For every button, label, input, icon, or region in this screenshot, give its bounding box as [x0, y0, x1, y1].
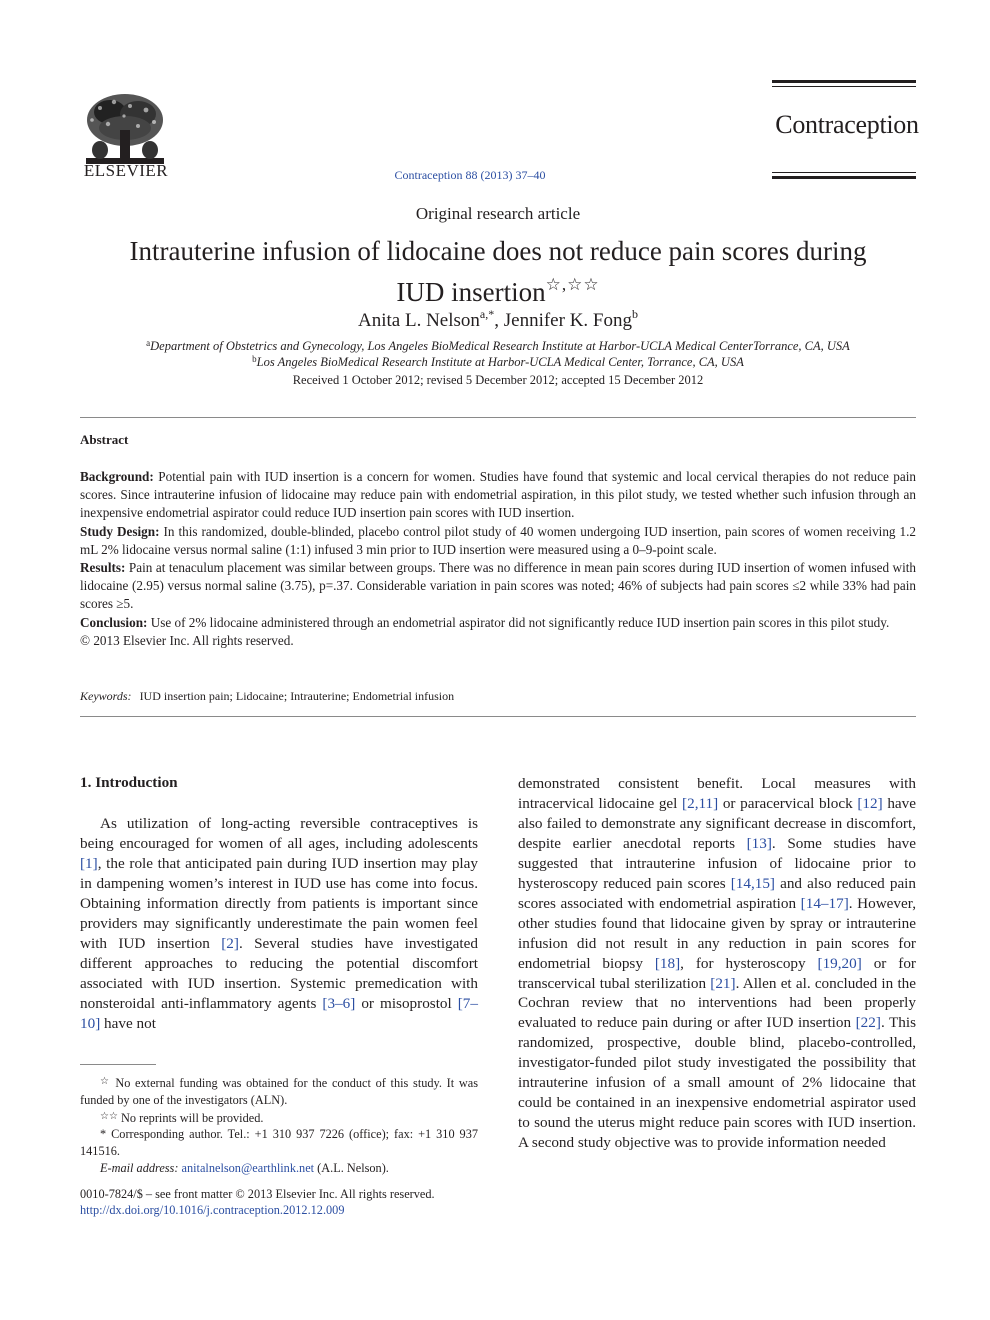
- body-text: . Allen et al. concluded in the Cochran review that no interventions had been properly evaluated to reduce pain during or after IUD insertion: [518, 974, 917, 1032]
- journal-rule-bottom-thick: [772, 176, 916, 179]
- intro-paragraph: [80, 814, 478, 1033]
- abstract-section-text: Pain at tenaculum placement was similar between groups. There was no difference in mean pain scores during IUD insertion of women infused with lidocaine (2.95) versus normal saline (3.75), p=.37. Considerable variation in pain scores was noted; 46% of subjects had pain scores ≤2 while 33% had pain scores ≥5.: [80, 560, 916, 612]
- email-label: E-mail address:: [100, 1160, 179, 1175]
- citation-link[interactable]: [18]: [654, 954, 681, 972]
- author-name[interactable]: Anita L. Nelson: [358, 310, 480, 331]
- email-link[interactable]: anitalnelson@earthlink.net: [181, 1160, 315, 1175]
- abstract-heading: Abstract: [80, 432, 129, 447]
- citation-link[interactable]: [19,20]: [817, 954, 862, 972]
- footnote-corresponding-author: * Corresponding author. Tel.: +1 310 937 7226 (office); fax: +1 310 937 141516.: [80, 1127, 478, 1159]
- abstract-section-label: Study Design:: [80, 523, 160, 539]
- abstract-study-design: [80, 523, 916, 559]
- citation-link[interactable]: [2]: [221, 934, 239, 952]
- author-affiliation-marks[interactable]: b: [631, 307, 638, 321]
- footnote-email: [80, 1160, 478, 1177]
- keywords: [80, 689, 916, 704]
- author-separator: ,: [494, 310, 504, 331]
- publisher-wordmark: ELSEVIER: [83, 161, 169, 180]
- journal-rule-top-thick: [772, 80, 916, 83]
- abstract-copyright: © 2013 Elsevier Inc. All rights reserved.: [80, 632, 294, 648]
- keywords-list: IUD insertion pain; Lidocaine; Intrauterine; Endometrial infusion: [139, 689, 455, 703]
- journal-name: Contraception: [775, 110, 919, 139]
- body-text: demonstrated consistent benefit. Local measures with intracervical lidocaine gel: [518, 775, 916, 812]
- abstract-conclusion: [80, 614, 916, 632]
- citation-link[interactable]: [2,11]: [682, 794, 719, 812]
- body-text: . However, other studies found that lidocaine given by spray or intrauterine infusion did not result in any reduction in pain scores for endometrial biopsy: [518, 894, 916, 972]
- body-text: As utilization of long-acting reversible contraceptives is being encouraged for women of all ages, including adolescents: [80, 815, 478, 852]
- abstract-section-label: Conclusion:: [80, 614, 148, 630]
- affiliation-label: a: [146, 338, 151, 348]
- text-column-right: [518, 774, 916, 1153]
- title-line-2-text: IUD insertion: [396, 277, 546, 307]
- body-text: or for transcervical tubal sterilization: [518, 954, 916, 992]
- affiliation-b: [0, 354, 990, 370]
- abstract-body: [80, 468, 916, 650]
- abstract-results: [80, 559, 916, 614]
- abstract-section-label: Background:: [80, 469, 154, 484]
- footnote-mark: ☆: [100, 1076, 111, 1087]
- abstract-section-label: Results:: [80, 560, 126, 576]
- abstract-background: [80, 468, 916, 523]
- body-text: , for hysteroscopy: [680, 954, 818, 972]
- body-text: have also failed to demonstrate any significant decrease in discomfort, despite earlier anecdotal reports: [518, 794, 916, 852]
- footnote-funding: [80, 1074, 478, 1109]
- journal-rule-top-thin: [772, 86, 916, 87]
- citation-link[interactable]: [13]: [746, 834, 772, 852]
- footnote-reprints: [80, 1109, 478, 1127]
- author-list: [0, 307, 990, 332]
- section-heading-introduction: 1. Introduction: [80, 774, 178, 791]
- title-line-2: [80, 268, 916, 309]
- citation-link[interactable]: [22]: [855, 1014, 881, 1032]
- affiliation-text: Los Angeles BioMedical Research Institute at Harbor-UCLA Medical Center, Torrance, CA, USA: [256, 355, 744, 369]
- abstract-section-text: Use of 2% lidocaine administered through an endometrial aspirator did not significantly reduce IUD insertion pain scores in this pilot study.: [147, 614, 890, 630]
- body-text: . Some studies have suggested that intrauterine infusion of lidocaine prior to hysteroscopy reduced pain scores: [518, 834, 917, 892]
- article-type: Original research article: [415, 204, 581, 223]
- footnote-text: No external funding was obtained for the conduct of this study. It was funded by one of the investigators (ALN).: [80, 1076, 479, 1107]
- title-footnote-marks[interactable]: ☆,☆☆: [545, 275, 600, 294]
- affiliation-a: [0, 338, 990, 354]
- citation-link[interactable]: [1]: [80, 854, 98, 872]
- body-text: have not: [100, 1014, 156, 1032]
- doi-link[interactable]: http://dx.doi.org/10.1016/j.contraception.2012.12.009: [80, 1203, 345, 1217]
- affiliation-label: b: [252, 354, 257, 364]
- affiliation-text: Department of Obstetrics and Gynecology, Los Angeles BioMedical Research Institute at Harbor-UCLA Medical CenterTorrance, CA, USA: [150, 339, 850, 353]
- author-name[interactable]: Jennifer K. Fong: [503, 310, 632, 331]
- email-owner: (A.L. Nelson).: [314, 1160, 389, 1175]
- citation-link[interactable]: [7–10]: [80, 994, 478, 1032]
- article-title: [80, 235, 916, 309]
- citation-link[interactable]: [3–6]: [322, 994, 356, 1012]
- citation-link[interactable]: [14,15]: [730, 874, 775, 892]
- text-column-left: [80, 814, 478, 1033]
- citation-link[interactable]: [12]: [857, 794, 883, 812]
- abstract-section-text: Potential pain with IUD insertion is a concern for women. Studies have found that systemic and local cervical therapies do not reduce pain scores. Since intrauterine infusion of lidocaine may reduce pain with endometrial aspiration, in this pilot study, we tested whether such infusion through an inexpensive endometrial aspirator could reduce IUD insertion pain scores with IUD insertion.: [80, 469, 916, 521]
- intro-paragraph-continued: [518, 774, 916, 1153]
- issn-line: 0010-7824/$ – see front matter © 2013 Elsevier Inc. All rights reserved.: [80, 1187, 435, 1201]
- keywords-label: Keywords:: [80, 689, 132, 703]
- footnote-divider: [80, 1064, 156, 1065]
- author-affiliation-marks[interactable]: a,*: [479, 307, 495, 321]
- title-line-1: Intrauterine infusion of lidocaine does not reduce pain scores during: [129, 236, 867, 266]
- abstract-bottom-divider: [80, 716, 916, 717]
- body-text: or misoprostol: [355, 994, 458, 1012]
- citation-link[interactable]: [14–17]: [800, 894, 849, 912]
- received-dates: Received 1 October 2012; revised 5 December 2012; accepted 15 December 2012: [292, 373, 704, 387]
- abstract-section-text: In this randomized, double-blinded, placebo control pilot study of 40 women undergoing IUD insertion, pain scores of women receiving 1.2 mL 2% lidocaine versus normal saline (1:1) infused 3 min prior to IUD insertion were measured using a 0–9-point scale.: [80, 523, 916, 557]
- body-text: and also reduced pain scores associated with endometrial aspiration: [518, 874, 916, 912]
- footnotes: [80, 1074, 478, 1177]
- citation-link[interactable]: [21]: [710, 974, 736, 992]
- footnote-mark: ☆☆: [100, 1110, 118, 1122]
- journal-citation-link[interactable]: Contraception 88 (2013) 37–40: [394, 168, 546, 182]
- body-text: . This randomized, prospective, double blind, placebo-controlled, investigator-funded pilot study investigated the possibility that intrauterine infusion of a small amount of 2% lidocaine that could be contained in an inexpensive endometrial aspirator used to sound the uterus might reduce pain scores with IUD insertion. A second study objective was to provide information needed: [518, 1014, 916, 1152]
- body-text: , the role that anticipated pain during IUD insertion may play in dampening women’s interest in IUD use has come into focus. Obtaining information directly from patients is important since providers may significantly underestimate the pain women feel with IUD insertion: [80, 854, 478, 952]
- body-text: or paracervical block: [718, 794, 858, 812]
- abstract-top-divider: [80, 417, 916, 418]
- footnote-text: No reprints will be provided.: [117, 1110, 264, 1125]
- body-text: . Several studies have investigated different approaches to reducing the potential discomfort associated with IUD insertion. Systemic premedication with nonsteroidal anti-inflammatory agents: [80, 934, 478, 1012]
- journal-rule-bottom-thin: [772, 172, 916, 173]
